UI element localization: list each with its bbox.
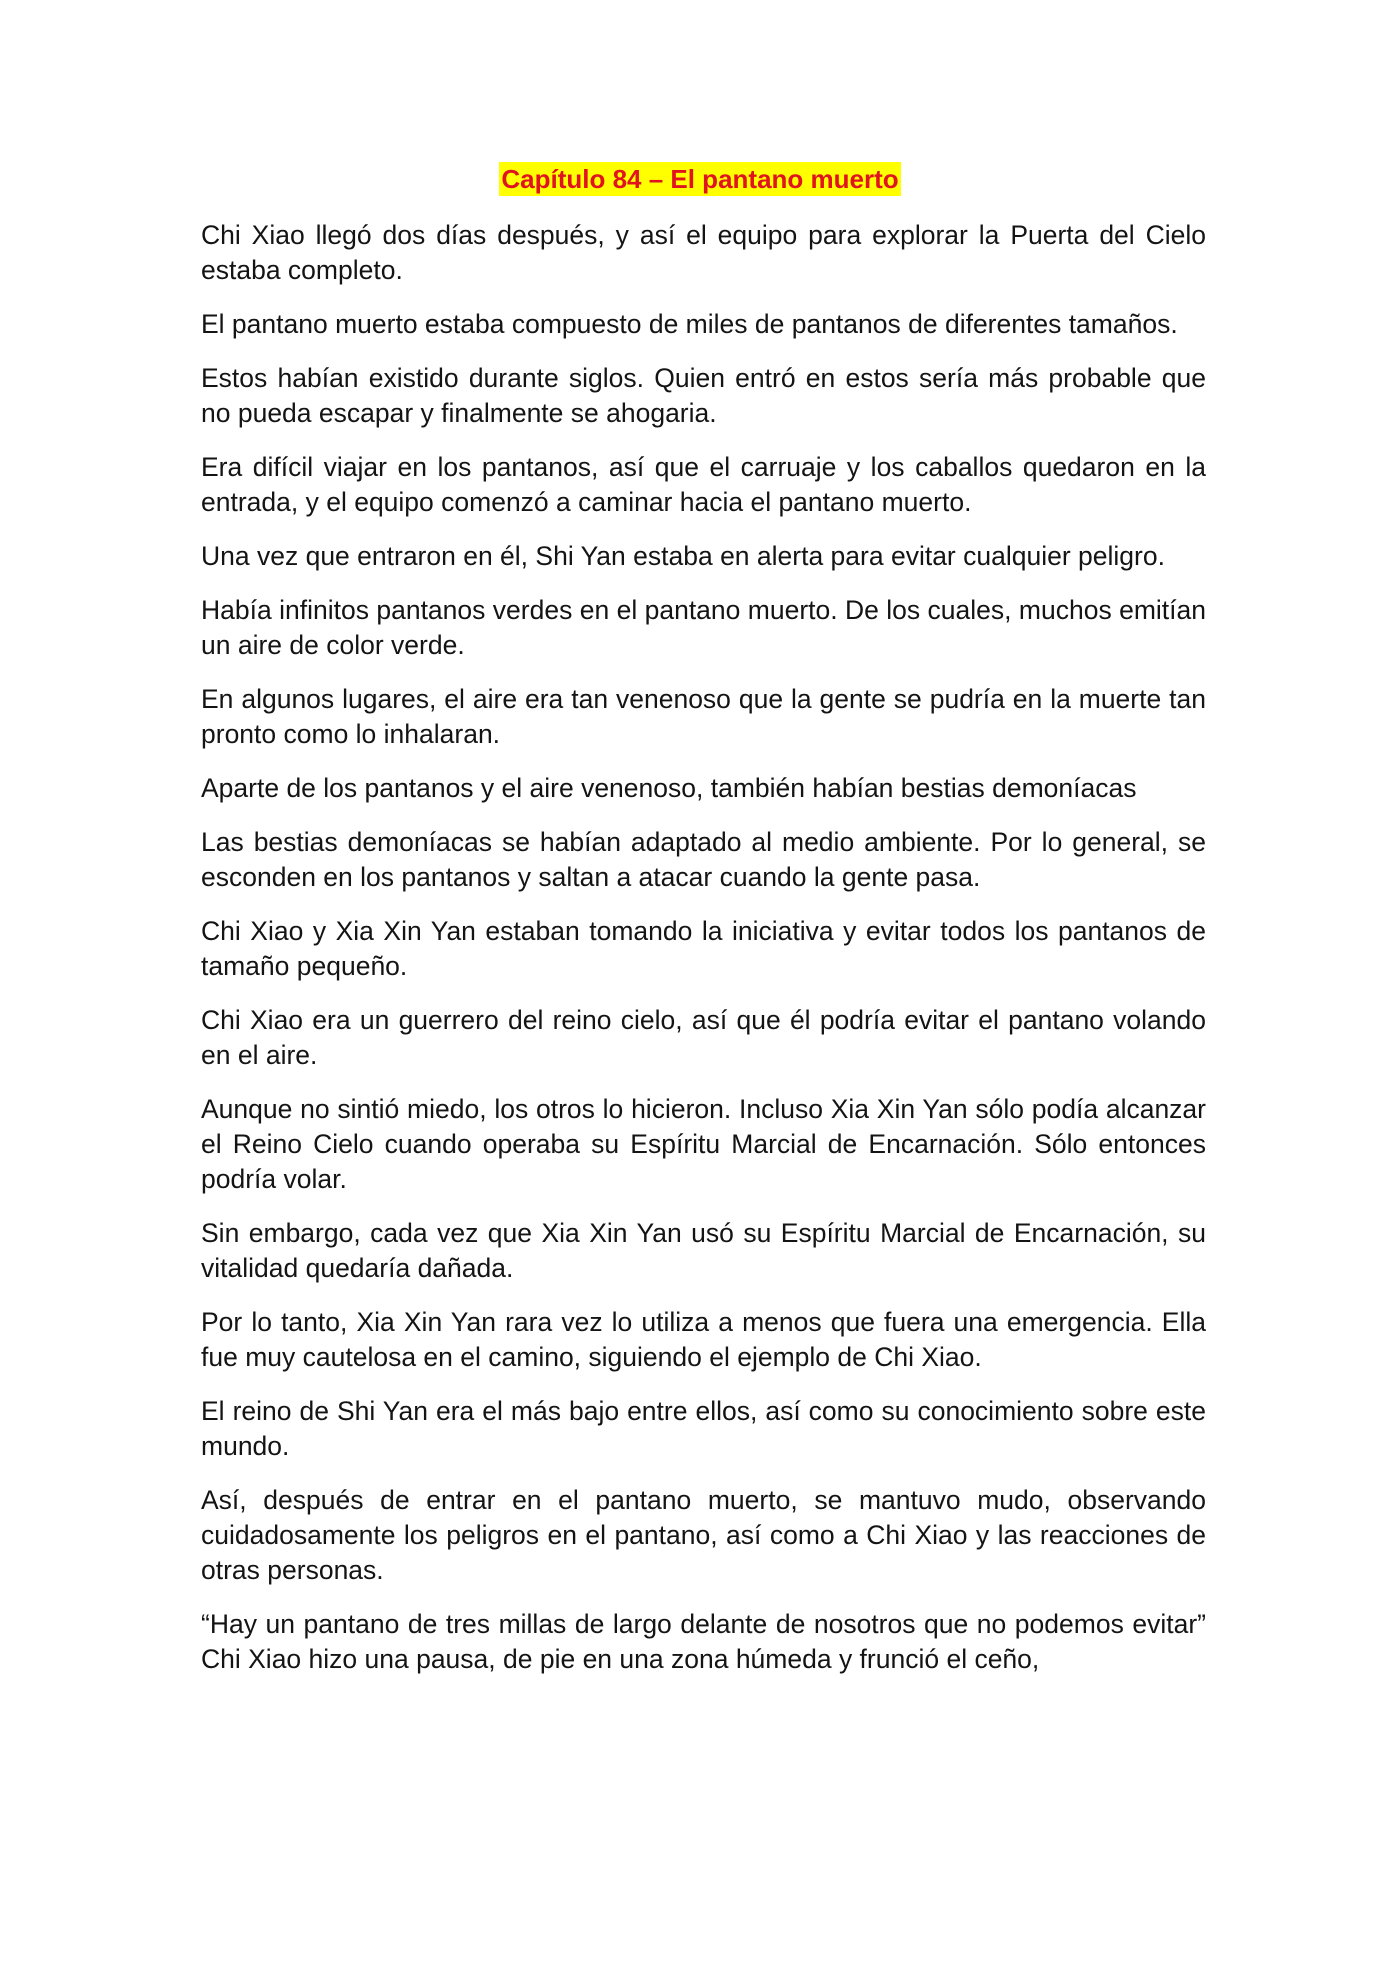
paragraph: Una vez que entraron en él, Shi Yan estaba en alerta para evitar cualquier peligro. [201, 541, 1165, 571]
paragraph: Era difícil viajar en los pantanos, así que el carruaje y los caballos quedaron en la entrada, y el equipo comenzó a caminar hacia el pantano muerto. [201, 452, 1206, 517]
paragraph: Así, después de entrar en el pantano muerto, se mantuvo mudo, observando cuidadosamente los peligros en el pantano, así como a Chi Xiao y las reacciones de otras personas. [201, 1485, 1206, 1585]
paragraph: Sin embargo, cada vez que Xia Xin Yan usó su Espíritu Marcial de Encarnación, su vitalidad quedaría dañada. [201, 1218, 1206, 1283]
paragraph: El pantano muerto estaba compuesto de miles de pantanos de diferentes tamaños. [201, 309, 1178, 339]
paragraph: Chi Xiao era un guerrero del reino cielo, así que él podría evitar el pantano volando en el aire. [201, 1005, 1206, 1070]
paragraph: Por lo tanto, Xia Xin Yan rara vez lo utiliza a menos que fuera una emergencia. Ella fue muy cautelosa en el camino, siguiendo el ejemplo de Chi Xiao. [201, 1307, 1206, 1372]
paragraph: “Hay un pantano de tres millas de largo delante de nosotros que no podemos evitar” Chi Xiao hizo una pausa, de pie en una zona húmeda y frunció el ceño, [201, 1609, 1206, 1674]
chapter-title: Capítulo 84 – El pantano muerto [501, 164, 899, 194]
paragraph: Chi Xiao y Xia Xin Yan estaban tomando la iniciativa y evitar todos los pantanos de tamaño pequeño. [201, 916, 1206, 981]
paragraph: Las bestias demoníacas se habían adaptado al medio ambiente. Por lo general, se esconden en los pantanos y saltan a atacar cuando la gente pasa. [201, 827, 1206, 892]
paragraph: Aparte de los pantanos y el aire venenoso, también habían bestias demoníacas [201, 773, 1137, 803]
chapter-body [201, 218, 1206, 1696]
paragraph: Estos habían existido durante siglos. Quien entró en estos sería más probable que no pueda escapar y finalmente se ahogaria. [201, 363, 1206, 428]
paragraph: El reino de Shi Yan era el más bajo entre ellos, así como su conocimiento sobre este mundo. [201, 1396, 1206, 1461]
paragraph: Había infinitos pantanos verdes en el pantano muerto. De los cuales, muchos emitían un aire de color verde. [201, 595, 1206, 660]
paragraph: Aunque no sintió miedo, los otros lo hicieron. Incluso Xia Xin Yan sólo podía alcanzar el Reino Cielo cuando operaba su Espíritu Marcial de Encarnación. Sólo entonces podría volar. [201, 1094, 1206, 1194]
paragraph: En algunos lugares, el aire era tan venenoso que la gente se pudría en la muerte tan pronto como lo inhalaran. [201, 684, 1206, 749]
title-container [0, 162, 1400, 196]
paragraph: Chi Xiao llegó dos días después, y así el equipo para explorar la Puerta del Cielo estaba completo. [201, 220, 1206, 285]
